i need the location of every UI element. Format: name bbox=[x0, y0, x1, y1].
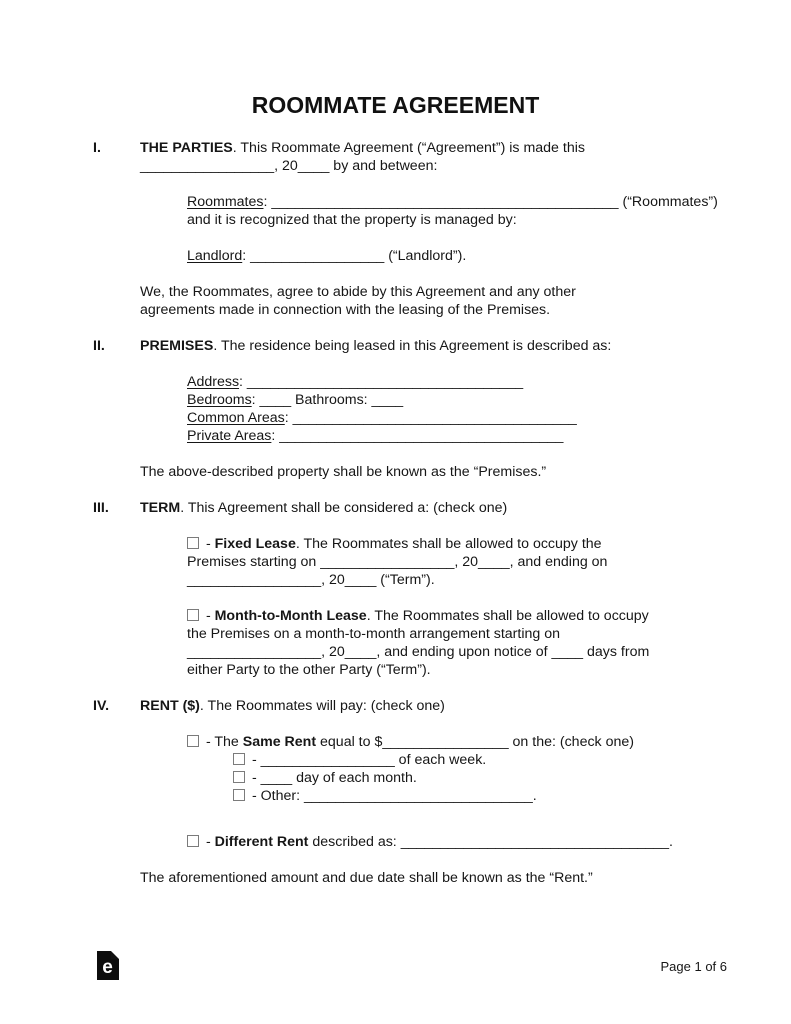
parties-intro-line bbox=[140, 139, 727, 157]
section-numeral: I. bbox=[93, 140, 101, 156]
text-run: . The Roommates will pay: (check one) bbox=[199, 698, 445, 714]
bedrooms-fill-line bbox=[187, 391, 727, 409]
abide-line-1: We, the Roommates, agree to abide by this Agreement and any other bbox=[140, 284, 576, 300]
section-heading: THE PARTIES bbox=[140, 140, 233, 156]
weekly-rent-blank: - _________________ of each week. bbox=[248, 752, 487, 768]
address-fill-line bbox=[187, 373, 727, 391]
managed-by-line: and it is recognized that the property is managed by: bbox=[187, 212, 517, 228]
same-rent-label: Same Rent bbox=[242, 734, 317, 750]
roommates-label: Roommates bbox=[187, 194, 264, 210]
other-rent-line bbox=[233, 787, 727, 805]
section-term bbox=[93, 499, 727, 679]
common-areas-fill-line bbox=[187, 409, 727, 427]
text-run: - bbox=[202, 608, 215, 624]
section-premises bbox=[93, 337, 727, 481]
month-to-month-line-2: the Premises on a month-to-month arrangement starting on bbox=[187, 626, 561, 642]
rent-known-line: The aforementioned amount and due date shall be known as the “Rent.” bbox=[140, 870, 593, 886]
term-intro-line bbox=[140, 499, 727, 517]
text-run: . The residence being leased in this Agreement is described as: bbox=[213, 338, 612, 354]
other-rent-checkbox[interactable] bbox=[233, 789, 245, 801]
different-rent-line bbox=[187, 833, 727, 851]
rent-intro-line bbox=[140, 697, 727, 715]
text-run: . This Agreement shall be considered a: (check one) bbox=[180, 500, 508, 516]
rent-frequency-options bbox=[233, 751, 727, 805]
premises-fields-block bbox=[187, 373, 727, 445]
section-heading: RENT ($) bbox=[140, 698, 200, 714]
different-rent-label: Different Rent bbox=[214, 834, 309, 850]
section-numeral: IV. bbox=[93, 698, 110, 714]
month-to-month-line-1 bbox=[187, 607, 727, 625]
common-areas-blank: : ____________________________________ bbox=[284, 410, 577, 426]
text-run: - bbox=[202, 536, 215, 552]
month-to-month-checkbox[interactable] bbox=[187, 609, 199, 621]
landlord-label: Landlord bbox=[187, 248, 243, 264]
fixed-lease-line-2: Premises starting on _________________, 20____, and ending on bbox=[187, 554, 608, 570]
monthly-rent-checkbox[interactable] bbox=[233, 771, 245, 783]
private-areas-label: Private Areas bbox=[187, 428, 272, 444]
same-rent-checkbox[interactable] bbox=[187, 735, 199, 747]
document-title: ROOMMATE AGREEMENT bbox=[251, 92, 540, 118]
section-numeral: III. bbox=[93, 500, 109, 516]
monthly-rent-line bbox=[233, 769, 727, 787]
different-rent-block bbox=[187, 833, 727, 851]
roommates-fill-line bbox=[187, 193, 727, 211]
month-to-month-line-4: either Party to the other Party (“Term”). bbox=[187, 662, 431, 678]
weekly-rent-line bbox=[233, 751, 727, 769]
private-areas-fill-line bbox=[187, 427, 727, 445]
bedrooms-bathrooms-blank: : ____ Bathrooms: ____ bbox=[251, 392, 404, 408]
landlord-fill-line bbox=[187, 247, 727, 265]
text-run: . The Roommates shall be allowed to occupy bbox=[366, 608, 649, 624]
abide-line-2: agreements made in connection with the leasing of the Premises. bbox=[140, 302, 551, 318]
page-number: Page 1 of 6 bbox=[660, 959, 727, 974]
same-rent-line bbox=[187, 733, 727, 751]
fixed-lease-label: Fixed Lease bbox=[214, 536, 296, 552]
section-numeral: II. bbox=[93, 338, 105, 354]
common-areas-label: Common Areas bbox=[187, 410, 285, 426]
section-the-parties bbox=[93, 139, 727, 319]
same-rent-block bbox=[187, 733, 727, 805]
premises-intro-line bbox=[140, 337, 727, 355]
fixed-lease-line-1 bbox=[187, 535, 727, 553]
section-heading: PREMISES bbox=[140, 338, 214, 354]
weekly-rent-checkbox[interactable] bbox=[233, 753, 245, 765]
text-run: - bbox=[202, 834, 215, 850]
text-run: - The bbox=[202, 734, 243, 750]
bedrooms-label: Bedrooms bbox=[187, 392, 252, 408]
roommates-block bbox=[187, 193, 727, 229]
section-heading: TERM bbox=[140, 500, 181, 516]
text-run: described as: __________________________________. bbox=[308, 834, 673, 850]
different-rent-checkbox[interactable] bbox=[187, 835, 199, 847]
private-areas-blank: : ____________________________________ bbox=[271, 428, 564, 444]
text-run: . The Roommates shall be allowed to occupy the bbox=[295, 536, 602, 552]
landlord-block bbox=[187, 247, 727, 265]
section-rent bbox=[93, 697, 727, 887]
eforms-logo-letter: e bbox=[102, 957, 113, 978]
other-rent-blank: - Other: _____________________________. bbox=[248, 788, 537, 804]
date-fill-line: _________________, 20____ by and between: bbox=[140, 158, 438, 174]
text-run: equal to $________________ on the: (check one) bbox=[316, 734, 634, 750]
month-to-month-label: Month-to-Month Lease bbox=[214, 608, 367, 624]
premises-known-line: The above-described property shall be known as the “Premises.” bbox=[140, 464, 547, 480]
fixed-lease-line-3: _________________, 20____ (“Term”). bbox=[187, 572, 435, 588]
eforms-logo-icon bbox=[97, 951, 119, 980]
text-run: . This Roommate Agreement (“Agreement”) is made this bbox=[232, 140, 585, 156]
fixed-lease-checkbox[interactable] bbox=[187, 537, 199, 549]
month-to-month-block bbox=[187, 607, 727, 679]
landlord-blank: : _________________ (“Landlord”). bbox=[242, 248, 467, 264]
roommates-blank: : ____________________________________________ (“Roommates”) bbox=[263, 194, 718, 210]
address-blank: : ___________________________________ bbox=[239, 374, 524, 390]
address-label: Address bbox=[187, 374, 240, 390]
fixed-lease-block bbox=[187, 535, 727, 589]
monthly-rent-blank: - ____ day of each month. bbox=[248, 770, 417, 786]
month-to-month-line-3: _________________, 20____, and ending upon notice of ____ days from bbox=[187, 644, 650, 660]
